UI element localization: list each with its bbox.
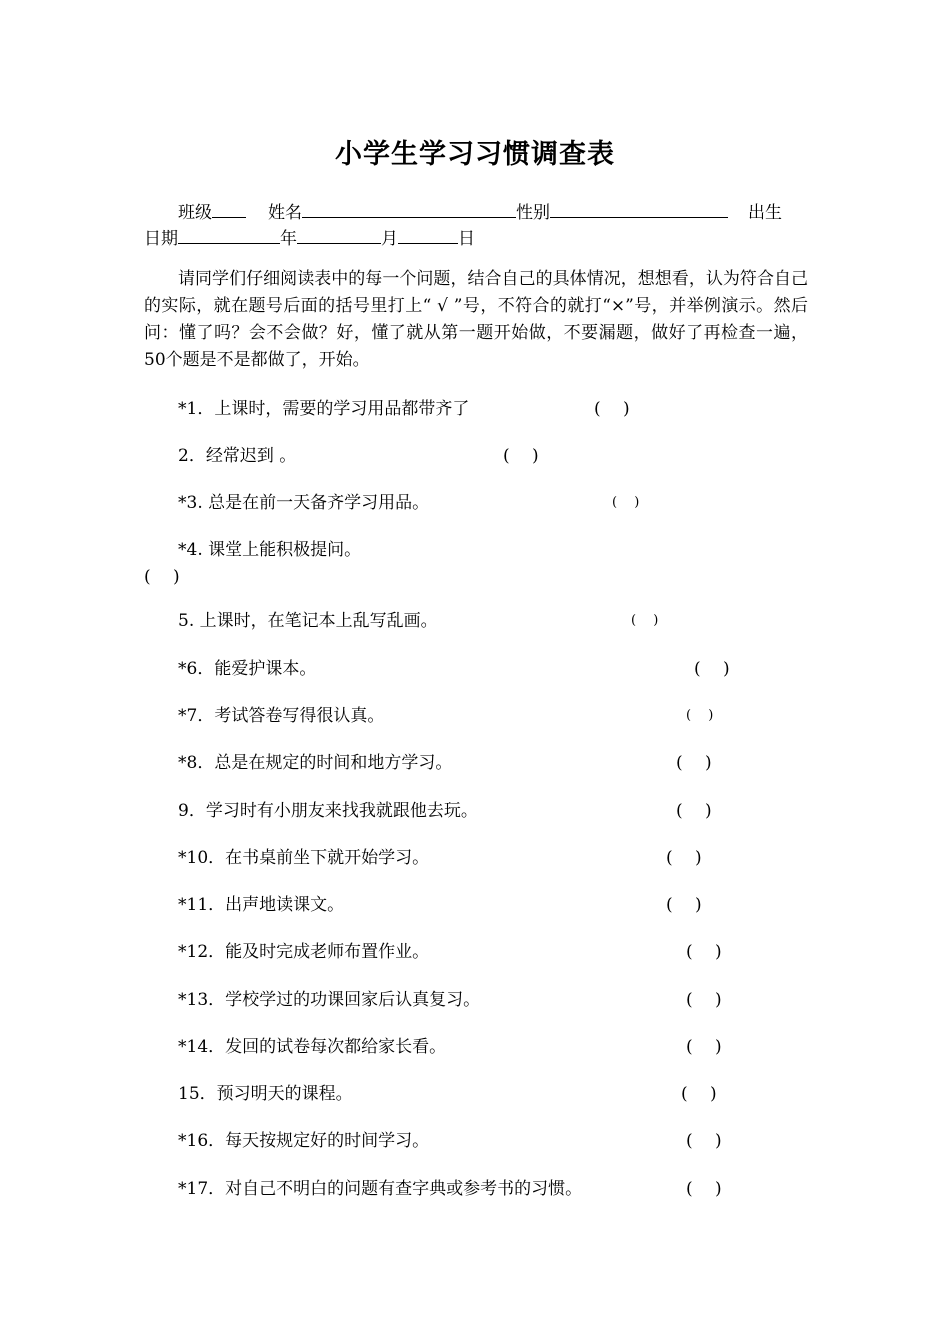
class-field[interactable]	[212, 199, 246, 218]
year-field[interactable]	[178, 225, 280, 244]
page-title: 小学生学习习惯调查表	[335, 139, 615, 170]
question-text: *3. 总是在前一天备齐学习用品。	[178, 493, 430, 513]
gender-field[interactable]	[550, 199, 728, 218]
question-text: *12．能及时完成老师布置作业。	[178, 942, 430, 962]
gender-label: 性别	[516, 203, 550, 223]
answer-box[interactable]: ( )	[681, 1084, 717, 1104]
answer-box[interactable]: ( )	[686, 990, 722, 1010]
answer-box[interactable]: ( )	[503, 446, 539, 466]
question-text: *8．总是在规定的时间和地方学习。	[178, 753, 453, 773]
year-label: 年	[280, 229, 297, 249]
answer-box[interactable]: ( )	[686, 1037, 722, 1057]
answer-box[interactable]: ( )	[594, 399, 630, 419]
answer-box[interactable]: ( )	[686, 1131, 722, 1151]
answer-box[interactable]: ( )	[144, 567, 180, 587]
class-label: 班级	[178, 203, 212, 223]
question-text: *1．上课时，需要的学习用品都带齐了	[178, 399, 470, 419]
question-text: *16．每天按规定好的时间学习。	[178, 1131, 430, 1151]
birth-label-1: 出生	[748, 203, 782, 223]
answer-box[interactable]: ( )	[666, 848, 702, 868]
day-label: 日	[458, 229, 475, 249]
name-label: 姓名	[268, 203, 302, 223]
answer-box[interactable]: ( )	[686, 708, 714, 723]
question-text: *17．对自己不明白的问题有查字典或参考书的习惯。	[178, 1179, 583, 1199]
question-text: *13．学校学过的功课回家后认真复习。	[178, 990, 481, 1010]
answer-box[interactable]: ( )	[694, 659, 730, 679]
name-field[interactable]	[302, 199, 516, 218]
instructions-paragraph: 请同学们仔细阅读表中的每一个问题，结合自己的具体情况，想想看，认为符合自己的实际，就在题号后面的括号里打上“ √ ”号，不符合的就打“×”号，并举例演示。然后问：懂了吗？会不会做？好，懂了就从第一题开始做，不要漏题，做好了再检查一遍，50个题是不是都做了，开始。	[144, 269, 808, 370]
question-text: *7．考试答卷写得很认真。	[178, 706, 385, 726]
answer-box[interactable]: ( )	[686, 942, 722, 962]
question-text: 2．经常迟到 。	[178, 446, 297, 466]
month-label: 月	[381, 229, 398, 249]
question-text: *11．出声地读课文。	[178, 895, 345, 915]
answer-box[interactable]: ( )	[612, 495, 640, 510]
question-text: *6．能爱护课本。	[178, 659, 317, 679]
birth-label-2: 日期	[144, 229, 178, 249]
question-text: *4. 课堂上能积极提问。	[178, 540, 362, 560]
day-field[interactable]	[398, 225, 458, 244]
info-row-2	[144, 224, 475, 249]
answer-box[interactable]: ( )	[676, 801, 712, 821]
question-text: *14．发回的试卷每次都给家长看。	[178, 1037, 447, 1057]
answer-box[interactable]: ( )	[666, 895, 702, 915]
answer-box[interactable]: ( )	[686, 1179, 722, 1199]
answer-box[interactable]: ( )	[631, 613, 659, 628]
question-text: 15．预习明天的课程。	[178, 1084, 353, 1104]
question-text: *10．在书桌前坐下就开始学习。	[178, 848, 430, 868]
question-text: 5. 上课时，在笔记本上乱写乱画。	[178, 611, 438, 631]
question-text: 9．学习时有小朋友来找我就跟他去玩。	[178, 801, 478, 821]
info-row-1	[144, 198, 782, 223]
answer-box[interactable]: ( )	[676, 753, 712, 773]
month-field[interactable]	[297, 225, 381, 244]
